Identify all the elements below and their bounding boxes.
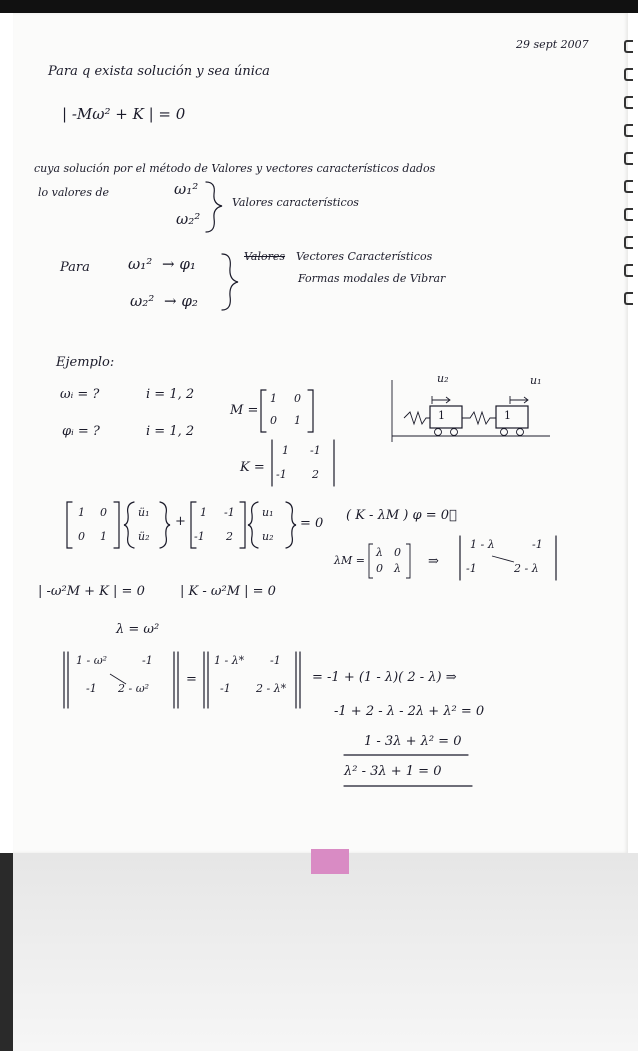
lambdaM-cell: 0	[394, 546, 401, 559]
eom-K-cell: 1	[200, 506, 207, 519]
det-lambda-cell: -1	[532, 538, 543, 551]
para-label: Para	[60, 260, 90, 275]
map2-phi: → φ₂	[164, 292, 198, 310]
omega2-squared: ω₂²	[176, 210, 201, 228]
det-lambda2-cell: -1	[270, 654, 281, 667]
M-matrix-cell: 0	[294, 392, 301, 405]
pink-page-tab	[311, 849, 349, 874]
values-of-line: lo valores de	[38, 186, 110, 199]
eigen-equation: ( K - λM ) φ = 0⃗	[346, 508, 457, 523]
K-matrix-cell: -1	[276, 468, 287, 481]
scan-left-border	[0, 853, 13, 1051]
eom-M-cell: 0	[100, 506, 107, 519]
det-lambda-cell: 2 - λ	[514, 562, 539, 575]
lambdaM-brackets	[366, 542, 416, 582]
curly-brace-2	[216, 252, 246, 314]
M-matrix-brackets	[258, 388, 318, 436]
det-lambda2-cell: 2 - λ*	[256, 682, 287, 695]
lambda-definition: λ = ω²	[116, 622, 160, 637]
det-lambda-cell: 1 - λ	[470, 538, 495, 551]
spiral-binding	[620, 40, 638, 800]
phi-i-question: φᵢ = ?	[62, 424, 100, 439]
eom-acc-vector-cell: ü₂	[138, 530, 150, 543]
diagram-mass-right: 1	[504, 409, 511, 422]
lambdaM-cell: λ	[376, 546, 383, 559]
eom-K-cell: -1	[224, 506, 235, 519]
curly-brace-1	[200, 180, 230, 236]
M-matrix-cell: 1	[270, 392, 277, 405]
result-line-3: 1 - 3λ + λ² = 0	[364, 734, 462, 749]
valores-caracteristicos-label: Valores característicos	[232, 196, 359, 209]
intro-line: Para q exista solución y sea única	[48, 64, 270, 79]
M-matrix-cell: 0	[270, 414, 277, 427]
implies-arrow: ⇒	[428, 554, 439, 569]
omega-i-question: ωᵢ = ?	[60, 387, 100, 402]
det-lambda2-cell: 1 - λ*	[214, 654, 245, 667]
determinant-equation: | -Mω² + K | = 0	[62, 105, 186, 123]
M-label: M =	[230, 403, 259, 418]
mass-spring-diagram	[380, 372, 580, 450]
K-matrix-cell: 2	[312, 468, 319, 481]
diagram-u2-label: u₂	[437, 372, 449, 385]
K-matrix-cell: -1	[310, 444, 321, 457]
formas-modales-label: Formas modales de Vibrar	[298, 272, 446, 285]
det-omega-cell: -1	[142, 654, 153, 667]
lambdaM-cell: λ	[394, 562, 401, 575]
vectores-caracteristicos-label: Vectores Característicos	[296, 250, 433, 263]
det-lambda2-cell: -1	[220, 682, 231, 695]
diagram-u1-label: u₁	[530, 374, 542, 387]
map2-omega: ω₂²	[130, 292, 155, 310]
det-equation-2: | K - ω²M | = 0	[180, 584, 276, 599]
eom-equals-zero: = 0	[300, 516, 324, 531]
result-line-4: λ² - 3λ + 1 = 0	[344, 764, 442, 779]
struck-word: Valores	[244, 250, 286, 263]
eom-M-cell: 0	[78, 530, 85, 543]
K-label: K =	[240, 460, 265, 475]
i-range-2: i = 1, 2	[146, 424, 195, 439]
diagram-mass-left: 1	[438, 409, 445, 422]
date-header: 29 sept 2007	[516, 38, 589, 51]
eom-disp-vector-cell: u₁	[262, 506, 274, 519]
next-sheet-area	[0, 853, 638, 1051]
det-omega-cell: 2 - ω²	[118, 682, 150, 695]
lambdaM-cell: 0	[376, 562, 383, 575]
det-omega-cell: 1 - ω²	[76, 654, 108, 667]
det-omega-cell: -1	[86, 682, 97, 695]
eom-K-cell: 2	[226, 530, 233, 543]
K-matrix-brackets	[268, 438, 342, 490]
scan-top-border	[0, 0, 638, 13]
map1-phi: → φ₁	[162, 255, 196, 273]
ejemplo-heading: Ejemplo:	[56, 355, 115, 370]
result-line-2: -1 + 2 - λ - 2λ + λ² = 0	[334, 704, 485, 719]
eom-disp-vector-cell: u₂	[262, 530, 274, 543]
det-equals: =	[186, 672, 197, 687]
map1-omega: ω₁²	[128, 255, 153, 273]
lambdaM-label: λM =	[334, 554, 365, 567]
solution-line: cuya solución por el método de Valores y vectores característicos dados	[34, 162, 436, 175]
eom-M-cell: 1	[78, 506, 85, 519]
eom-plus: +	[175, 514, 186, 529]
eom-K-cell: -1	[194, 530, 205, 543]
eom-M-cell: 1	[100, 530, 107, 543]
det-lambda-cell: -1	[466, 562, 477, 575]
result-line-1: = -1 + (1 - λ)( 2 - λ) ⇒	[312, 670, 457, 685]
det-equation-1: | -ω²M + K | = 0	[38, 584, 145, 599]
omega1-squared: ω₁²	[174, 180, 199, 198]
i-range-1: i = 1, 2	[146, 387, 195, 402]
M-matrix-cell: 1	[294, 414, 301, 427]
K-matrix-cell: 1	[282, 444, 289, 457]
eom-acc-vector-cell: ü₁	[138, 506, 150, 519]
